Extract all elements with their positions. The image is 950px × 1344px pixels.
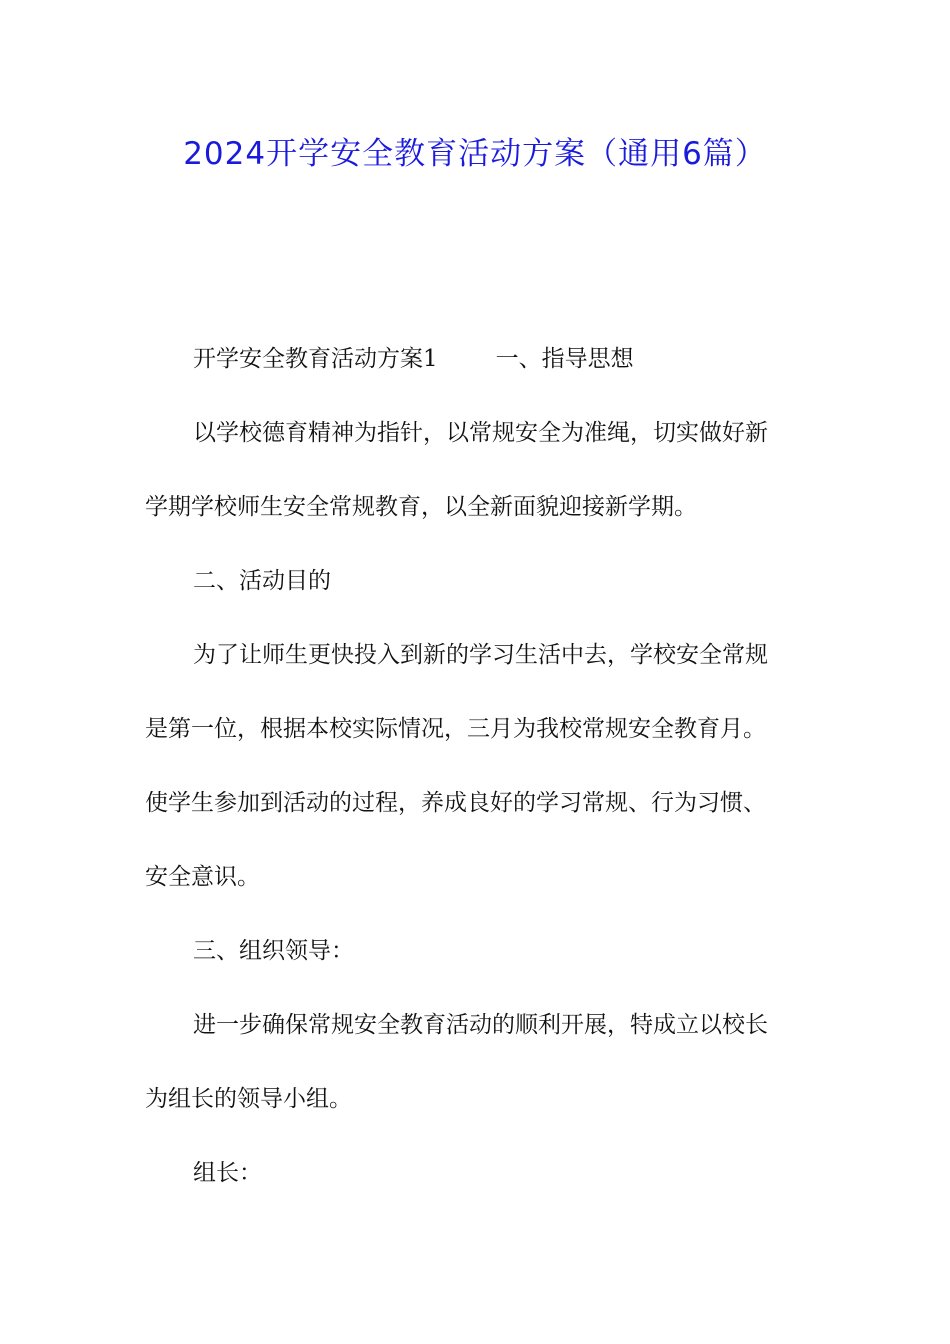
paragraph-line: 安全意识。 <box>145 864 260 890</box>
paragraph-line: 进一步确保常规安全教育活动的顺利开展，特成立以校长 <box>193 1012 768 1038</box>
section-heading-line <box>145 336 810 410</box>
paragraph-line: 为组长的领导小组。 <box>145 1086 352 1112</box>
paragraph-line: 使学生参加到活动的过程，养成良好的学习常规、行为习惯、 <box>145 790 766 816</box>
paragraph-line: 以学校德育精神为指针，以常规安全为准绳，切实做好新 <box>193 420 768 446</box>
paragraph-line: 学期学校师生安全常规教育，以全新面貌迎接新学期。 <box>145 494 697 520</box>
plan-heading: 开学安全教育活动方案1 <box>193 346 438 372</box>
section-heading: 一、指导思想 <box>495 346 634 372</box>
paragraph-line: 是第一位，根据本校实际情况，三月为我校常规安全教育月。 <box>145 716 766 742</box>
paragraph-line: 组长： <box>193 1160 262 1186</box>
document-body <box>145 336 810 1224</box>
section-heading: 三、组织领导： <box>193 938 354 964</box>
document-title: 2024开学安全教育活动方案（通用6篇） <box>183 136 767 172</box>
section-heading: 二、活动目的 <box>193 568 331 594</box>
paragraph-line: 为了让师生更快投入到新的学习生活中去，学校安全常规 <box>193 642 768 668</box>
